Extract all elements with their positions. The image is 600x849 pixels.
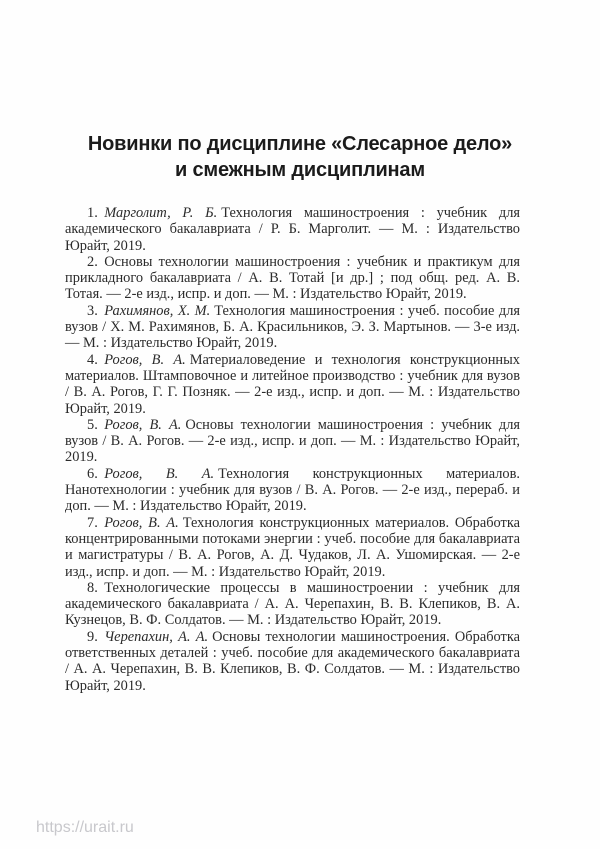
entry-text: Технологические процессы в машиностроении : учебник для академического бакалавриата / А. А. Черепахин, В. В. Клепиков, В. А. Кузнецов, В. Ф. Солдатов. — М. : Издательство Юрайт, 2019. xyxy=(65,579,520,629)
entry-text: Технология машиностроения : учебник для академического бакалавриата / Р. Б. Марголит. — М. : Издательство Юрайт, 2019. xyxy=(65,205,520,254)
entry-number: 5. xyxy=(87,416,98,433)
section-title-line-2: и смежным дисциплинам xyxy=(175,159,425,181)
bibliography-list xyxy=(65,205,520,694)
entry-number: 6. xyxy=(87,465,98,482)
bibliography-entry xyxy=(65,352,520,417)
entry-author: Рогов, В. А. xyxy=(104,465,215,482)
entry-text: Технология машиностроения : учеб. пособие для вузов / Х. М. Рахимянов, Б. А. Красильников, Э. З. Мартынов. — 3-е изд. — М. : Издательство Юрайт, 2019. xyxy=(65,302,520,352)
entry-number: 1. xyxy=(87,205,98,221)
bibliography-entry xyxy=(65,515,520,580)
watermark-url: https://urait.ru xyxy=(36,819,134,836)
entry-number: 7. xyxy=(87,514,98,531)
bibliography-entry xyxy=(65,254,520,303)
entry-text: Основы технологии машиностроения : учебник для вузов / В. А. Рогов. — 2-е изд., испр. и доп. — М. : Издательство Юрайт, 2019. xyxy=(65,416,520,466)
entry-text: Технология конструкционных материалов. Обработка концентрированными потоками энергии : учеб. пособие для бакалавриата и магистратуры / В. А. Рогов, А. Д. Чудаков, Л. А. Ушомирская. — 2-е изд., испр. и доп. — М. : Издательство Юрайт, 2019. xyxy=(65,514,520,580)
bibliography-entry xyxy=(65,466,520,515)
entry-number: 8. xyxy=(87,579,98,596)
entry-number: 9. xyxy=(87,628,98,645)
section-title xyxy=(0,131,600,183)
entry-author: Рогов, В. А. xyxy=(104,351,186,368)
entry-text: Материаловедение и технология конструкционных материалов. Штамповочное и литейное производство : учебник для вузов / В. А. Рогов, Г. Г. Позняк. — 2-е изд., испр. и доп. — М. : Издательство Юрайт, 2019. xyxy=(65,351,521,417)
entry-text: Основы технологии машиностроения. Обработка ответственных деталей : учеб. пособие для академического бакалавриата / А. А. Черепахин, В. В. Клепиков, В. Ф. Солдатов. — М. : Издательство Юрайт, 2019. xyxy=(65,628,520,694)
entry-number: 4. xyxy=(87,351,98,368)
bibliography-entry xyxy=(65,303,520,352)
entry-number: 2. xyxy=(87,253,98,270)
entry-author: Марголит, Р. Б. xyxy=(104,205,218,221)
section-title-line-1: Новинки по дисциплине «Слесарное дело» xyxy=(87,133,513,155)
entry-text: Технология конструкционных материалов. Нанотехнологии : учебник для вузов / В. А. Рогов. — 2-е изд., перераб. и доп. — М. : Издательство Юрайт, 2019. xyxy=(65,465,520,515)
bibliography-entry xyxy=(65,417,520,466)
bibliography-entry xyxy=(65,629,520,694)
bibliography-entry xyxy=(65,205,520,254)
entry-author: Черепахин, А. А. xyxy=(104,628,209,645)
entry-author: Рахимянов, Х. М. xyxy=(104,302,211,319)
entry-author: Рогов, В. А. xyxy=(104,514,179,531)
entry-number: 3. xyxy=(87,302,98,319)
bibliography-entry xyxy=(65,580,520,629)
entry-author: Рогов, В. А. xyxy=(104,416,182,433)
entry-text: Основы технологии машиностроения : учебник и практикум для прикладного бакалавриата / А. В. Тотай [и др.] ; под общ. ред. А. В. Тотая. — 2-е изд., испр. и доп. — М. : Издательство Юрайт, 2019. xyxy=(65,253,520,303)
